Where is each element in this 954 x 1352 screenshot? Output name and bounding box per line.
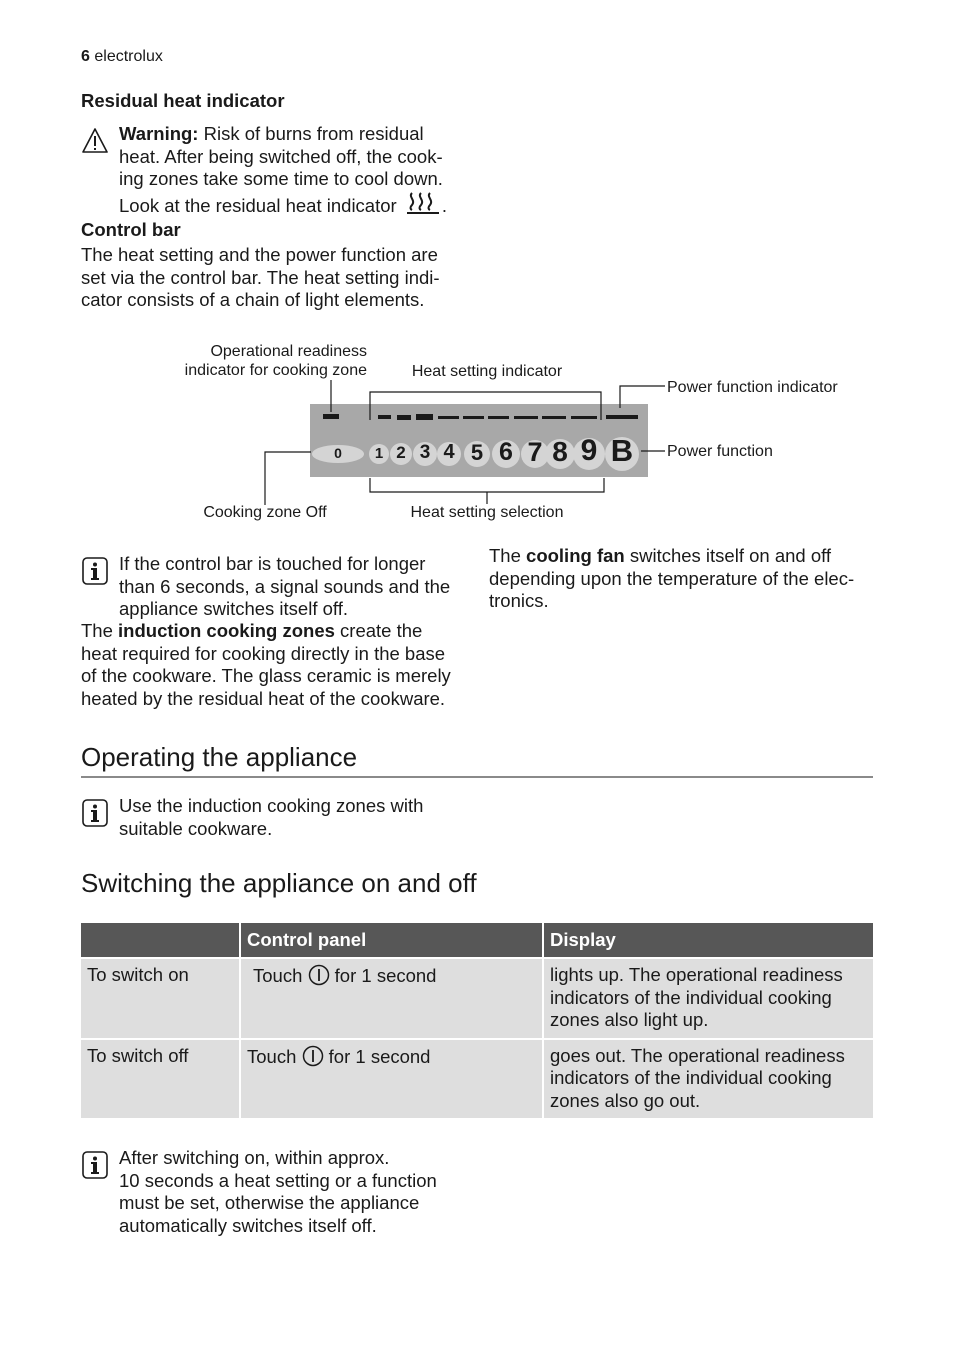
- induction-post: create the: [334, 620, 423, 641]
- controlbar-line-1: The heat setting and the power function are: [81, 244, 438, 265]
- duration-label: for 1 second: [328, 1045, 431, 1067]
- page-header: [81, 47, 163, 66]
- touch-label: Touch: [247, 1045, 297, 1067]
- table-header-row: [81, 923, 873, 958]
- cooling-paragraph: [489, 545, 889, 613]
- switching-note-line-2: 10 seconds a heat setting or a function: [119, 1169, 437, 1191]
- cooling-pre: The: [489, 545, 527, 566]
- display-line: indicators of the individual cooking: [550, 1067, 832, 1088]
- controlbar-line-2: set via the control bar. The heat setting indi-: [81, 266, 440, 288]
- key-6: 6: [499, 438, 513, 466]
- info-icon: [82, 799, 108, 829]
- warning-text: [119, 123, 479, 217]
- touch-note-line-1: If the control bar is touched for longer: [119, 553, 426, 574]
- on-off-icon: [302, 1045, 324, 1067]
- key-power-b: B: [610, 433, 634, 468]
- key-5: 5: [470, 440, 484, 465]
- label-power-indicator: Power function indicator: [667, 379, 838, 396]
- label-readiness-line-2: indicator for cooking zone: [184, 362, 367, 379]
- info-icon: [82, 557, 108, 587]
- switching-note-line-3: must be set, otherwise the appliance: [119, 1192, 420, 1213]
- table-cell-action: To switch off: [81, 1039, 240, 1119]
- touch-note-line-2: than 6 seconds, a signal sounds and the: [119, 575, 451, 597]
- display-line: zones also go out.: [550, 1089, 701, 1111]
- table-row: [81, 1039, 873, 1119]
- warning-line-3: ing zones take some time to cool down.: [119, 168, 443, 189]
- operating-heading: Operating the appliance: [81, 742, 358, 772]
- key-8: 8: [552, 436, 568, 467]
- warning-line-4: Look at the residual heat indicator: [119, 194, 397, 216]
- cooling-line-2: depending upon the temperature of the elec-: [489, 567, 855, 589]
- power-indicator-light: [606, 415, 638, 419]
- switching-table: [81, 923, 873, 1118]
- cooling-post: switches itself on and off: [624, 545, 832, 566]
- info-icon: [82, 1151, 108, 1181]
- duration-label: for 1 second: [334, 965, 437, 986]
- display-line: indicators of the individual cooking: [550, 986, 832, 1008]
- on-off-icon: [308, 964, 330, 986]
- label-heat-selection: Heat setting selection: [410, 504, 564, 521]
- key-4: 4: [443, 441, 455, 463]
- controlbar-line-3: cator consists of a chain of light elements.: [81, 289, 425, 310]
- warning-line-1: Risk of burns from residual: [198, 123, 424, 144]
- key-0: 0: [334, 445, 342, 461]
- table-cell-control: [240, 958, 543, 1039]
- label-heat-indicator: Heat setting indicator: [411, 363, 563, 380]
- key-3: 3: [419, 442, 431, 463]
- label-readiness: [150, 342, 367, 380]
- switching-note-line-4: automatically switches itself off.: [119, 1214, 377, 1236]
- residual-heat-icon: [406, 191, 442, 215]
- induction-line-3: of the cookware. The glass ceramic is merely: [81, 665, 451, 686]
- controlbar-text: [81, 244, 481, 312]
- residual-heading: Residual heat indicator: [81, 90, 285, 111]
- key-7: 7: [527, 437, 543, 467]
- control-bar-diagram: [0, 330, 954, 530]
- touch-note: [119, 553, 479, 621]
- cooling-bold: cooling fan: [526, 545, 625, 566]
- page-number: 6: [81, 48, 90, 65]
- switching-note: [119, 1147, 479, 1237]
- induction-line-4: heated by the residual heat of the cookware.: [81, 687, 446, 709]
- key-9: 9: [580, 434, 598, 467]
- operating-note: [119, 795, 479, 840]
- touch-note-line-3: appliance switches itself off.: [119, 598, 348, 619]
- operating-note-line-1: Use the induction cooking zones with: [119, 795, 424, 816]
- warning-line-2: heat. After being switched off, the cook-: [119, 145, 443, 167]
- controlbar-heading: Control bar: [81, 219, 181, 240]
- induction-pre: The: [81, 620, 119, 641]
- display-line: goes out. The operational readiness: [550, 1044, 845, 1066]
- table-cell-display: [543, 1039, 873, 1119]
- section-divider: [81, 776, 873, 778]
- table-header-cell: [81, 923, 240, 958]
- label-power-function: Power function: [667, 443, 773, 460]
- table-row: [81, 958, 873, 1039]
- warning-label: Warning:: [119, 123, 199, 144]
- induction-paragraph: [81, 620, 481, 710]
- key-1: 1: [374, 445, 384, 462]
- operating-note-line-2: suitable cookware.: [119, 817, 273, 839]
- induction-bold: induction cooking zones: [118, 620, 335, 641]
- label-readiness-line-1: Operational readiness: [210, 343, 367, 360]
- table-cell-display: [543, 958, 873, 1039]
- table-header-cell: Display: [543, 923, 873, 958]
- table-header-cell: Control panel: [240, 923, 543, 958]
- key-2: 2: [396, 443, 406, 462]
- label-zone-off: Cooking zone Off: [203, 504, 327, 521]
- induction-line-2: heat required for cooking directly in the base: [81, 642, 446, 664]
- table-cell-action: To switch on: [81, 958, 240, 1039]
- switching-heading: Switching the appliance on and off: [81, 868, 477, 898]
- warning-icon: [82, 126, 108, 156]
- display-line: zones also light up.: [550, 1009, 709, 1030]
- brand-name: electrolux: [94, 48, 163, 65]
- table-cell-control: [240, 1039, 543, 1119]
- switching-note-line-1: After switching on, within approx.: [119, 1147, 390, 1168]
- readiness-indicator-light: [323, 414, 339, 419]
- display-line: lights up. The operational readiness: [550, 964, 843, 985]
- cooling-line-3: tronics.: [489, 590, 549, 611]
- touch-label: Touch: [253, 965, 303, 986]
- warning-period: .: [441, 194, 447, 216]
